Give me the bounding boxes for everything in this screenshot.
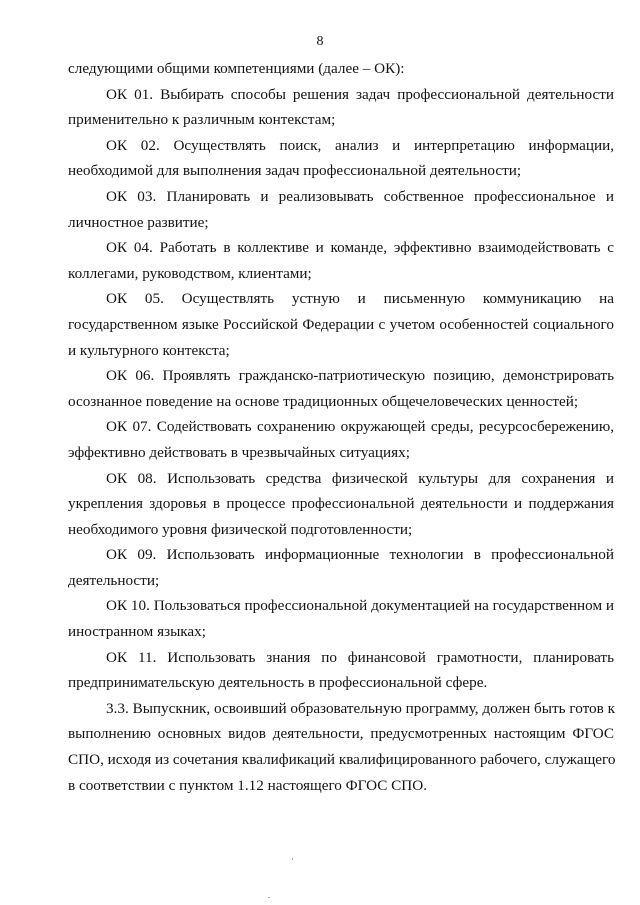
- text-line: ОК 11. Использовать знания по финансовой грамотности, планировать: [106, 648, 614, 666]
- text-line: предпринимательскую деятельность в профессиональной сфере.: [68, 674, 488, 692]
- text-line: деятельности;: [68, 571, 160, 589]
- text-line: государственном языке Российской Федерации с учетом особенностей социального: [68, 315, 614, 333]
- paragraph: [68, 235, 614, 286]
- text-line: применительно к различным контекстам;: [68, 111, 336, 129]
- text-line: ОК 01. Выбирать способы решения задач профессиональной деятельности: [106, 85, 614, 103]
- paragraph: [68, 466, 614, 543]
- paragraph: [68, 363, 614, 414]
- text-line: ОК 06. Проявлять гражданско-патриотическую позицию, демонстрировать: [106, 367, 614, 385]
- text-line: ОК 09. Использовать информационные технологии в профессиональной: [106, 546, 614, 564]
- text-line: ОК 07. Содействовать сохранению окружающей среды, ресурсосбережению,: [106, 418, 614, 436]
- text-line: следующими общими компетенциями (далее – ОК):: [68, 60, 405, 77]
- paragraph: [68, 645, 614, 696]
- text-line: иностранном языках;: [68, 623, 206, 641]
- paragraph: [68, 82, 614, 133]
- text-line: и культурного контекста;: [68, 341, 230, 359]
- text-line: ОК 04. Работать в коллективе и команде, эффективно взаимодействовать с: [106, 239, 614, 257]
- text-line: коллегами, руководством, клиентами;: [68, 264, 312, 282]
- text-line: ОК 03. Планировать и реализовывать собственное профессиональное и: [106, 187, 614, 205]
- scan-speck: [292, 858, 293, 860]
- text-line: выполнению основных видов деятельности, предусмотренных настоящим ФГОС: [68, 725, 614, 743]
- text-line: эффективно действовать в чрезвычайных ситуациях;: [68, 443, 410, 461]
- paragraph: [68, 542, 614, 593]
- paragraph: [68, 286, 614, 363]
- text-line: необходимой для выполнения задач профессиональной деятельности;: [68, 162, 522, 180]
- paragraph: [68, 593, 614, 644]
- scan-speck: [268, 897, 270, 898]
- paragraph: [68, 133, 614, 184]
- text-line: в соответствии с пунктом 1.12 настоящего ФГОС СПО.: [68, 776, 428, 794]
- text-line: ОК 10. Пользоваться профессиональной документацией на государственном и: [106, 597, 614, 615]
- text-line: укрепления здоровья в процессе профессиональной деятельности и поддержания: [68, 495, 614, 513]
- paragraph: [68, 696, 614, 798]
- document-body: [68, 56, 614, 798]
- text-line: ОК 05. Осуществлять устную и письменную коммуникацию на: [106, 290, 614, 308]
- paragraph: [68, 414, 614, 465]
- paragraph: [68, 56, 614, 82]
- text-line: необходимого уровня физической подготовленности;: [68, 520, 413, 538]
- text-line: личностное развитие;: [68, 213, 209, 231]
- text-line: 3.3. Выпускник, освоивший образовательную программу, должен быть готов к: [106, 699, 615, 717]
- text-line: СПО, исходя из сочетания квалификаций квалифицированного рабочего, служащего: [68, 751, 616, 769]
- text-line: ОК 02. Осуществлять поиск, анализ и интерпретацию информации,: [106, 136, 614, 154]
- text-line: осознанное поведение на основе традиционных общечеловеческих ценностей;: [68, 392, 579, 410]
- paragraph: [68, 184, 614, 235]
- text-line: ОК 08. Использовать средства физической культуры для сохранения и: [106, 469, 614, 487]
- page-number: 8: [316, 34, 324, 49]
